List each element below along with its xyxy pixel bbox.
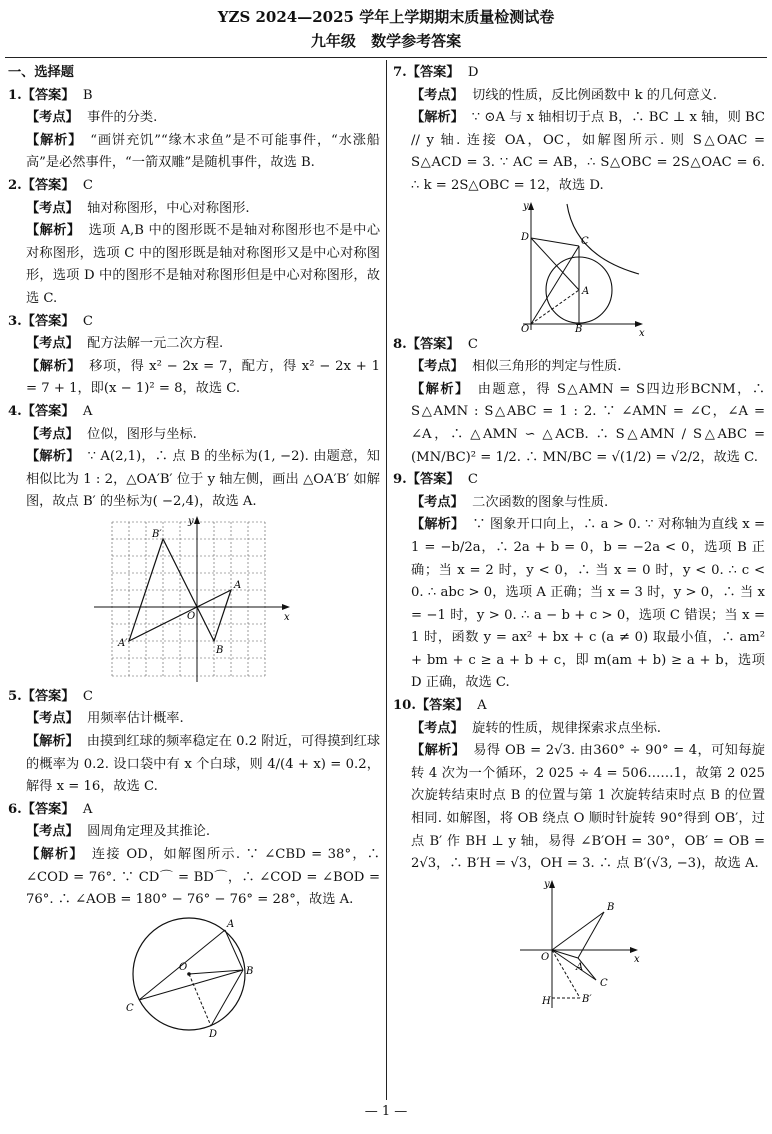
point-tag: 【考点】 [26,426,79,442]
question-number: 7. [393,65,407,80]
answer-value: C [82,177,94,193]
label-a: A [582,285,590,297]
label-a-prime: A′ [118,637,128,649]
answer-tag: 【答案】 [21,177,75,193]
answer-value: C [467,336,479,352]
point-text: 旋转的性质，规律探索求点坐标. [472,720,661,736]
point-tag: 【考点】 [26,824,79,840]
answer-value: D [467,65,479,80]
label-y: y [544,878,550,890]
answer-tag: 【答案】 [406,472,460,488]
point-text: 切线的性质，反比例函数中 k 的几何意义. [472,87,717,103]
question-number: 1. [8,87,22,103]
analysis-tag: 【解析】 [26,358,82,374]
label-o: O [179,961,188,973]
analysis-tag: 【解析】 [411,743,466,759]
question-3 [8,311,380,401]
label-o: O [187,610,196,622]
label-b-prime: B′ [582,993,592,1005]
point-text: 位似，图形与坐标. [87,426,197,442]
label-a: A [227,918,235,930]
question-number: 5. [8,688,22,704]
q6-circle-figure [119,914,269,1038]
segment-oa [531,290,579,324]
point-tag: 【考点】 [26,110,79,126]
label-b: B [216,644,224,656]
label-c: C [600,977,608,989]
question-9 [393,469,765,695]
answer-tag: 【答案】 [21,403,75,419]
point-text: 用频率估计概率. [87,711,184,727]
point-text: 配方法解一元二次方程. [87,336,224,352]
question-2 [8,175,380,311]
analysis-text: ∵ A(2,1)，∴ 点 B 的坐标为(1, −2). 由题意，知相似比为 1 : 2，△OA′B′ 位于 y 轴左侧，画出 △OA′B′ 如解图，故点 B′ 的坐标为( −2,4)，故选 A. [26,449,380,510]
analysis-tag: 【解析】 [26,223,81,239]
analysis-tag: 【解析】 [411,110,464,126]
label-b: B [246,965,254,977]
question-number: 9. [393,472,407,488]
analysis-text: 选项 A,B 中的图形既不是轴对称图形也不是中心对称图形，选项 C 中的图形既是轴对称图形又是中心对称图形，选项 D 中的图形不是轴对称图形但是中心对称图形，故选 C. [26,223,381,306]
label-x: x [284,611,290,623]
answer-tag: 【答案】 [415,698,469,714]
question-number: 3. [8,313,22,329]
label-c: C [581,235,589,247]
page-number: — 1 — [364,1104,408,1119]
question-8 [393,334,765,470]
point-text: 轴对称图形，中心对称图形. [87,200,250,216]
label-a: A [234,579,242,591]
analysis-text: 由摸到红球的频率稳定在 0.2 附近，可得摸到红球的概率为 0.2. 设口袋中有 x 个白球，则 4/(4 + x) = 0.2，解得 x = 16，故选 C. [26,734,381,795]
segment-dc [531,238,579,246]
analysis-tag: 【解析】 [26,132,83,148]
point-text: 相似三角形的判定与性质. [472,359,622,375]
label-y: y [523,200,529,212]
answer-tag: 【答案】 [21,313,75,329]
chord-bd [211,970,243,1026]
label-o: O [521,323,530,335]
q10-rotation-figure [514,878,644,1010]
label-h: H [542,995,551,1007]
analysis-tag: 【解析】 [26,449,80,465]
point-tag: 【考点】 [26,711,79,727]
point-text: 事件的分类. [87,110,158,126]
question-number: 4. [8,403,22,419]
page-subtitle: 九年级 数学参考答案 [310,32,462,50]
analysis-text: ∵ ⊙A 与 x 轴相切于点 B，∴ BC ⊥ x 轴，则 BC // y 轴. 连接 OA，OC，如解图所示. 则 S△OAC = S△ACD = 3. ∵ AC = AB，∴ S△OBC = 2S△OAC = 6. ∴ k = 2S△OBC = 12，故选 D. [411,110,765,193]
analysis-tag: 【解析】 [26,734,79,750]
label-b-prime: B′ [152,528,162,540]
section-heading: 一、选择题 [8,65,74,80]
question-4 [8,401,380,684]
answer-tag: 【答案】 [21,801,75,817]
analysis-tag: 【解析】 [411,517,465,533]
answer-value: A [82,403,93,419]
analysis-text: 移项，得 x² − 2x = 7，配方，得 x² − 2x + 1 = 7 + 1，即(x − 1)² = 8，故选 C. [26,358,380,397]
question-number: 2. [8,177,22,193]
hyperbola [567,204,639,274]
answer-value: C [82,313,94,329]
right-column [393,62,765,1012]
column-divider [386,60,387,1100]
left-column [8,62,380,1040]
label-d: D [209,1028,218,1040]
label-y: y [188,515,194,527]
question-10 [393,695,765,1010]
label-x: x [634,953,640,965]
point-tag: 【考点】 [411,359,464,375]
label-b: B [607,901,615,913]
header-rule [5,57,767,58]
chord-cb [139,970,243,1000]
question-7 [393,62,765,339]
point-tag: 【考点】 [411,494,464,510]
point-tag: 【考点】 [26,336,79,352]
point-tag: 【考点】 [26,200,79,216]
question-number: 8. [393,336,407,352]
answer-value: A [82,801,93,817]
analysis-text: ∵ 图象开口向上，∴ a > 0. ∵ 对称轴为直线 x = 1 = −b/2a，∴ 2a + b = 0，b = −2a < 0，选项 B 正确；当 x = 2 时，y < 0，∴ 当 x = 0 时，y < 0. ∴ c < 0. ∴ abc > 0，选项 A 正确；当 x = 3 时，y > 0，∴ 当 x = −1 时，y > 0. ∴ a − b + c > 0，选项 C 错误；当 x = 1 时，函数 y = ax² + bx + c (a ≠ 0) 取最小值，∴ am² + bm + c ≥ a + b + c，即 m(am + b) ≥ a + b，选项 D 正确，故选 C. [411,517,766,691]
question-6 [8,799,380,1038]
analysis-text: 易得 OB = 2√3. 由360° ÷ 90° = 4，可知每旋转 4 次为一个循环，2 025 ÷ 4 = 506……1，故第 2 025 次旋转结束时点 B 的位置与第 1 次旋转结束时点 B 的位置相同. 如解图，将 OB 绕点 O 顺时针旋转 90°得到 OB′，过点 B′ 作 BH ⊥ y 轴，易得 ∠B′OH = 30°，OB′ = OB = 2√3，∴ B′H = √3，OH = 3. ∴ 点 B′(√3, −3)，故选 A. [411,743,765,872]
q4-grid-figure [94,516,294,684]
label-x: x [639,327,645,339]
label-d: D [521,231,530,243]
analysis-text: “画饼充饥”“缘木求鱼”是不可能事件，“水涨船高”是必然事件，“一箭双雕”是随机事件，故选 B. [26,132,380,171]
question-number: 10. [393,698,416,714]
point-text: 二次函数的图象与性质. [472,494,609,510]
answer-value: C [467,472,479,488]
answer-value: B [82,87,93,103]
segment-da [531,238,579,290]
analysis-tag: 【解析】 [411,381,470,397]
label-a: A [576,961,584,973]
chord-ab [225,930,243,970]
analysis-text: 由题意，得 S△AMN = S四边形BCNM，∴ S△AMN : S△ABC = 1 : 2. ∵ ∠AMN = ∠C，∠A = ∠A，∴ △AMN ∽ △ACB. ∴ S△AMN / S△ABC = (MN/BC)² = 1/2. ∴ MN/BC = √(1/2) = √2/2，故选 C. [411,381,766,465]
label-b: B [575,323,583,335]
question-5 [8,686,380,799]
point-tag: 【考点】 [411,720,464,736]
answer-tag: 【答案】 [406,65,460,80]
radius-od [189,974,211,1026]
answer-value: C [82,688,94,704]
analysis-text: 连接 OD，如解图所示. ∵ ∠CBD = 38°，∴ ∠COD = 76°. ∵ CD⌒ = BD⌒，∴ ∠COD = ∠BOD = 76°. ∴ ∠AOB = 180° − 76° − 76° = 28°，故选 A. [26,847,380,908]
page-title: YZS 2024—2025 学年上学期期末质量检测试卷 [217,8,555,26]
q7-tangent-figure [509,200,649,339]
segment-ob [552,912,604,950]
point-text: 圆周角定理及其推论. [87,824,211,840]
answer-tag: 【答案】 [21,87,75,103]
question-number: 6. [8,801,22,817]
analysis-tag: 【解析】 [26,847,84,863]
segment-ba [578,912,604,958]
question-1 [8,85,380,175]
label-c: C [126,1002,134,1014]
answer-value: A [477,698,487,714]
label-o: O [541,951,550,963]
point-tag: 【考点】 [411,87,464,103]
answer-tag: 【答案】 [406,336,460,352]
answer-tag: 【答案】 [21,688,75,704]
segment-oc [552,950,596,980]
